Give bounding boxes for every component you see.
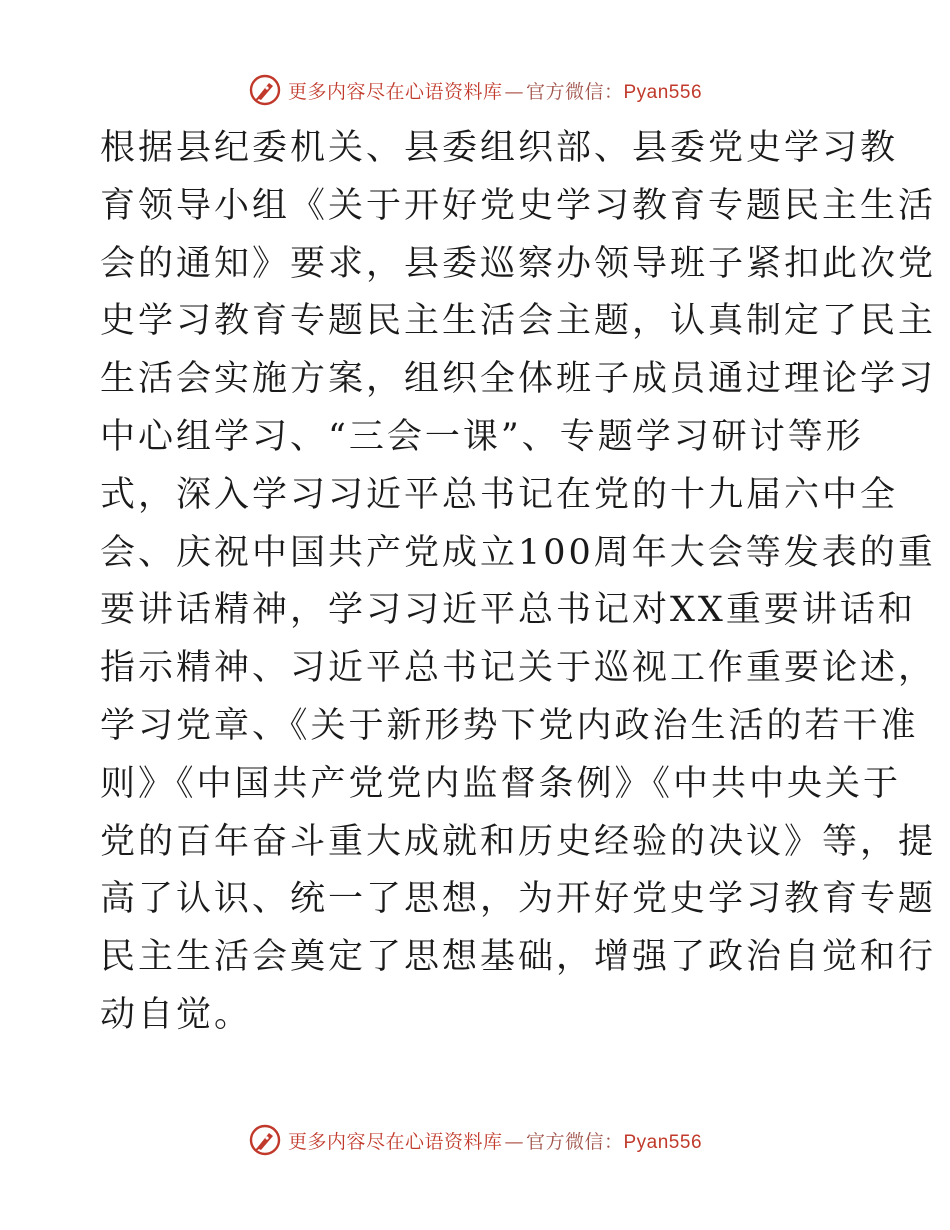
- body-line: 党的百年奋斗重大成就和历史经验的决议》等，提: [100, 821, 937, 862]
- pen-nib-circle-icon: [248, 73, 282, 107]
- body-line: 高了认识、统一了思想，为开好党史学习教育专题: [100, 879, 937, 920]
- banner-main-text: 更多内容尽在心语资料库: [287, 80, 503, 103]
- body-line: 育领导小组《关于开好党史学习教育专题民主生活: [100, 185, 937, 226]
- body-line: 会、庆祝中国共产党成立100周年大会等发表的重: [100, 532, 936, 573]
- body-line: 生活会实施方案，组织全体班子成员通过理论学习: [100, 359, 937, 400]
- body-line: 根据县纪委机关、县委组织部、县委党史学习教: [100, 128, 899, 168]
- banner-main-text: 更多内容尽在心语资料库: [287, 1130, 503, 1153]
- footer-banner: [0, 1120, 950, 1160]
- body-line: 民主生活会奠定了思想基础，增强了政治自觉和行: [100, 937, 937, 978]
- header-banner: [0, 70, 950, 110]
- body-line: 学习党章、《关于新形势下党内政治生活的若干准: [100, 705, 919, 746]
- body-line: 则》《中国共产党党内监督条例》《中共中央关于: [100, 763, 902, 804]
- banner-wechat-id: Pyan556: [623, 81, 703, 103]
- pen-nib-circle-icon: [248, 1123, 282, 1157]
- banner-text: [288, 77, 702, 104]
- body-line: 史学习教育专题民主生活会主题，认真制定了民主: [100, 301, 937, 342]
- banner-separator: —: [504, 80, 524, 103]
- body-line: 要讲话精神，学习习近平总书记对XX重要讲话和: [100, 590, 916, 631]
- banner-wechat-id: Pyan556: [623, 1131, 703, 1153]
- body-line: 会的通知》要求，县委巡察办领导班子紧扣此次党: [100, 243, 937, 284]
- banner-separator: —: [504, 1130, 524, 1153]
- body-line: 中心组学习、“三会一课”、专题学习研讨等形: [100, 416, 864, 457]
- banner-label: 官方微信：: [525, 80, 624, 103]
- body-line: 式，深入学习习近平总书记在党的十九届六中全: [100, 474, 899, 515]
- body-line: 指示精神、习近平总书记关于巡视工作重要论述，: [100, 648, 937, 689]
- body-line: 动自觉。: [100, 994, 253, 1035]
- banner-text: [288, 1127, 702, 1154]
- banner-label: 官方微信：: [525, 1130, 624, 1153]
- document-body: [100, 120, 937, 1045]
